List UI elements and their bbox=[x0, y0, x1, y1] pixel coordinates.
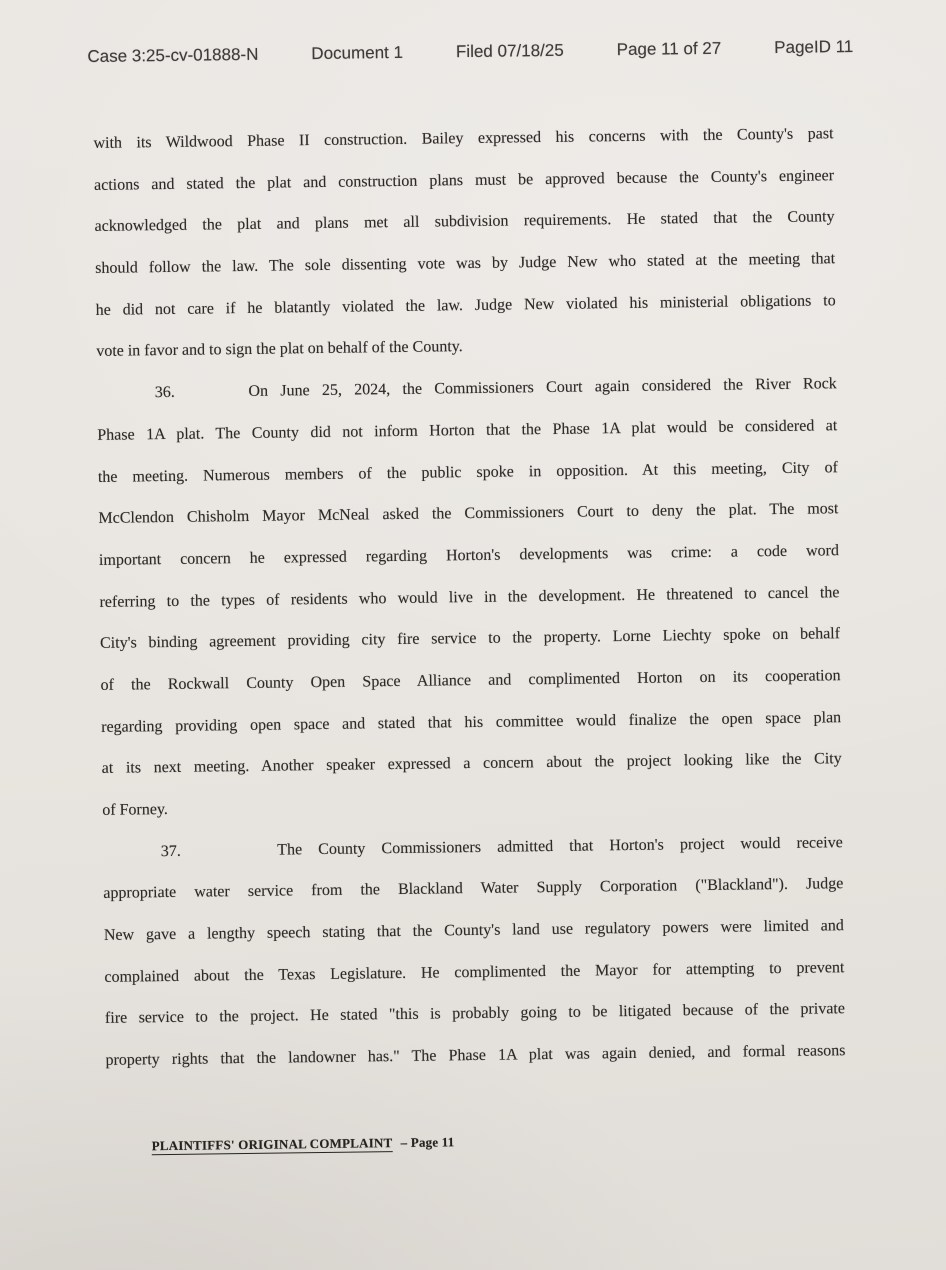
text-line: 36. On June 25, 2024, the Commissioners Court again considered the River Rock bbox=[154, 375, 837, 402]
page-count: Page 11 of 27 bbox=[616, 38, 722, 60]
text-line: regarding providing open space and stated that his committee would finalize the open space plan bbox=[101, 708, 842, 736]
text-line: New gave a lengthy speech stating that the County's land use regulatory powers were limited and bbox=[103, 917, 844, 944]
text-line: should follow the law. The sole dissenting vote was by Judge New who stated at the meeting that bbox=[95, 250, 836, 277]
ecf-header-stamp bbox=[87, 37, 853, 67]
page-id: PageID 11 bbox=[774, 36, 854, 58]
text-line: referring to the types of residents who would live in the development. He threatened to cancel the bbox=[99, 583, 840, 611]
text-line: of Forney. bbox=[102, 801, 168, 819]
document-footer bbox=[152, 1134, 455, 1154]
text-line: Phase 1A plat. The County did not inform Horton that the Phase 1A plat would be considered at bbox=[97, 417, 838, 444]
text-line: property rights that the landowner has." The Phase 1A plat was again denied, and formal reasons bbox=[105, 1042, 846, 1069]
paragraph-37 bbox=[103, 822, 846, 1082]
footer-page-label: – Page 11 bbox=[400, 1134, 455, 1150]
text-line: complained about the Texas Legislature. He complimented the Mayor for attempting to prevent bbox=[104, 958, 845, 986]
text-line: City's binding agreement providing city fire service to the property. Lorne Liechty spoke on behalf bbox=[99, 625, 841, 653]
text-line: the meeting. Numerous members of the public spoke in opposition. At this meeting, City of bbox=[97, 458, 838, 486]
text-line: fire service to the project. He stated "this is probably going to be litigated because of the private bbox=[104, 1000, 846, 1028]
footer-title: PLAINTIFFS' ORIGINAL COMPLAINT bbox=[151, 1135, 393, 1154]
text-line: of the Rockwall County Open Space Alliance and complimented Horton on its cooperation bbox=[100, 667, 841, 694]
document-number: Document 1 bbox=[311, 42, 404, 64]
text-line: McClendon Chisholm Mayor McNeal asked the Commissioners Court to deny the plat. The most bbox=[98, 500, 839, 528]
continuation-paragraph bbox=[93, 113, 836, 373]
filed-date: Filed 07/18/25 bbox=[455, 40, 564, 62]
case-number: Case 3:25-cv-01888-N bbox=[87, 44, 259, 66]
text-line: at its next meeting. Another speaker expressed a concern about the project looking like the City bbox=[101, 750, 842, 778]
text-line: acknowledged the plat and plans met all subdivision requirements. He stated that the County bbox=[94, 208, 835, 236]
text-line: with its Wildwood Phase II construction. Bailey expressed his concerns with the County's past bbox=[93, 125, 834, 152]
text-line: actions and stated the plat and construction plans must be approved because the County's engineer bbox=[93, 166, 835, 194]
document-body bbox=[93, 113, 845, 1081]
text-line: appropriate water service from the Blackland Water Supply Corporation ("Blackland"). Judge bbox=[103, 875, 844, 903]
paragraph-36 bbox=[97, 363, 843, 831]
text-line: important concern he expressed regarding Horton's developments was crime: a code word bbox=[98, 542, 840, 569]
text-line: he did not care if he blatantly violated the law. Judge New violated his ministerial obligations to bbox=[95, 291, 836, 319]
text-line: vote in favor and to sign the plat on behalf of the County. bbox=[96, 338, 463, 361]
text-line: 37. The County Commissioners admitted that Horton's project would receive bbox=[160, 833, 843, 860]
